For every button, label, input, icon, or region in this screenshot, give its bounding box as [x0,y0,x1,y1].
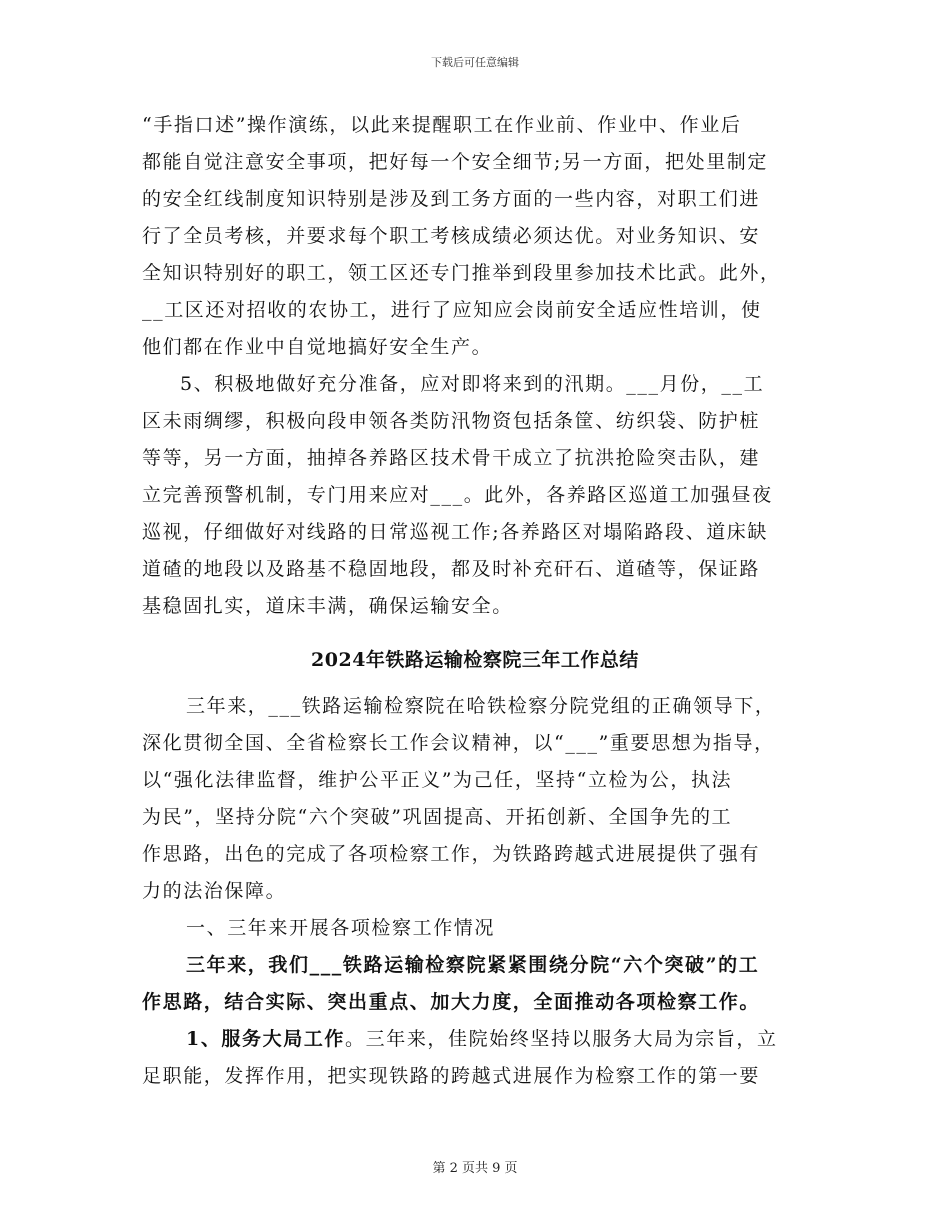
body-line: “手指口述”操作演练，以此来提醒职工在作业前、作业中、作业后 [142,114,742,136]
body-line: 立完善预警机制，专门用来应对___。此外，各养路区巡道工加强昼夜 [142,484,773,506]
section-title: 2024年铁路运输检察院三年工作总结 [311,649,639,671]
body-line: 巡视，仔细做好对线路的日常巡视工作;各养路区对塌陷路段、道床缺 [142,521,769,543]
body-line: 足职能，发挥作用，把实现铁路的跨越式进展作为检察工作的第一要 [142,1065,761,1087]
item-1-text: 。三年来，佳院始终坚持以服务大局为宗旨，立 [345,1028,778,1050]
bold-line: 作思路，结合实际、突出重点、加大力度，全面推动各项检察工作。 [142,991,761,1013]
body-line: 他们都在作业中自觉地搞好安全生产。 [142,336,493,358]
body-line: 为民”，坚持分院“六个突破”巩固提高、开拓创新、全国争先的工 [142,806,733,828]
page-header: 下载后可任意编辑 [431,56,519,69]
body-line: 的安全红线制度知识特别是涉及到工务方面的一些内容，对职工们进 [142,188,761,210]
body-line: 都能自觉注意安全事项，把好每一个安全细节;另一方面，把处里制定 [142,151,769,173]
body-line: 以“强化法律监督，维护公平正义”为己任，坚持“立检为公，执法 [142,769,733,791]
body-line: 行了全员考核，并要求每个职工考核成绩必须达优。对业务知识、安 [142,225,761,247]
body-line: 全知识特别好的职工，领工区还专门推举到段里参加技术比武。此外， [142,262,781,284]
body-line: 深化贯彻全国、全省检察长工作会议精神，以“___”重要思想为指导， [142,732,775,754]
body-line: __工区还对招收的农协工，进行了应知应会岗前安全适应性培训，使 [142,299,762,321]
page-footer: 第 2 页共 9 页 [432,1161,518,1176]
body-line: 道碴的地段以及路基不稳固地段，都及时补充矸石、道碴等，保证路 [142,558,761,580]
body-line: 基稳固扎实，道床丰满，确保运输安全。 [142,595,513,617]
bold-line: 三年来，我们___铁路运输检察院紧紧围绕分院“六个突破”的工 [186,954,760,976]
body-line: 5、积极地做好充分准备，应对即将来到的汛期。___月份，__工 [180,373,765,395]
subheading: 一、三年来开展各项检察工作情况 [186,917,496,939]
item-1-heading: 1、服务大局工作 [186,1028,346,1050]
body-line: 力的法治保障。 [142,880,287,902]
body-line: 等等，另一方面，抽掉各养路区技术骨干成立了抗洪抢险突击队，建 [142,447,761,469]
body-line: 区未雨绸缪，积极向段申领各类防汛物资包括条筐、纺织袋、防护桩 [142,410,761,432]
item-1-line [186,1027,778,1051]
body-line: 三年来，___铁路运输检察院在哈铁检察分院党组的正确领导下， [186,695,776,717]
body-line: 作思路，出色的完成了各项检察工作，为铁路跨越式进展提供了强有 [142,843,761,865]
